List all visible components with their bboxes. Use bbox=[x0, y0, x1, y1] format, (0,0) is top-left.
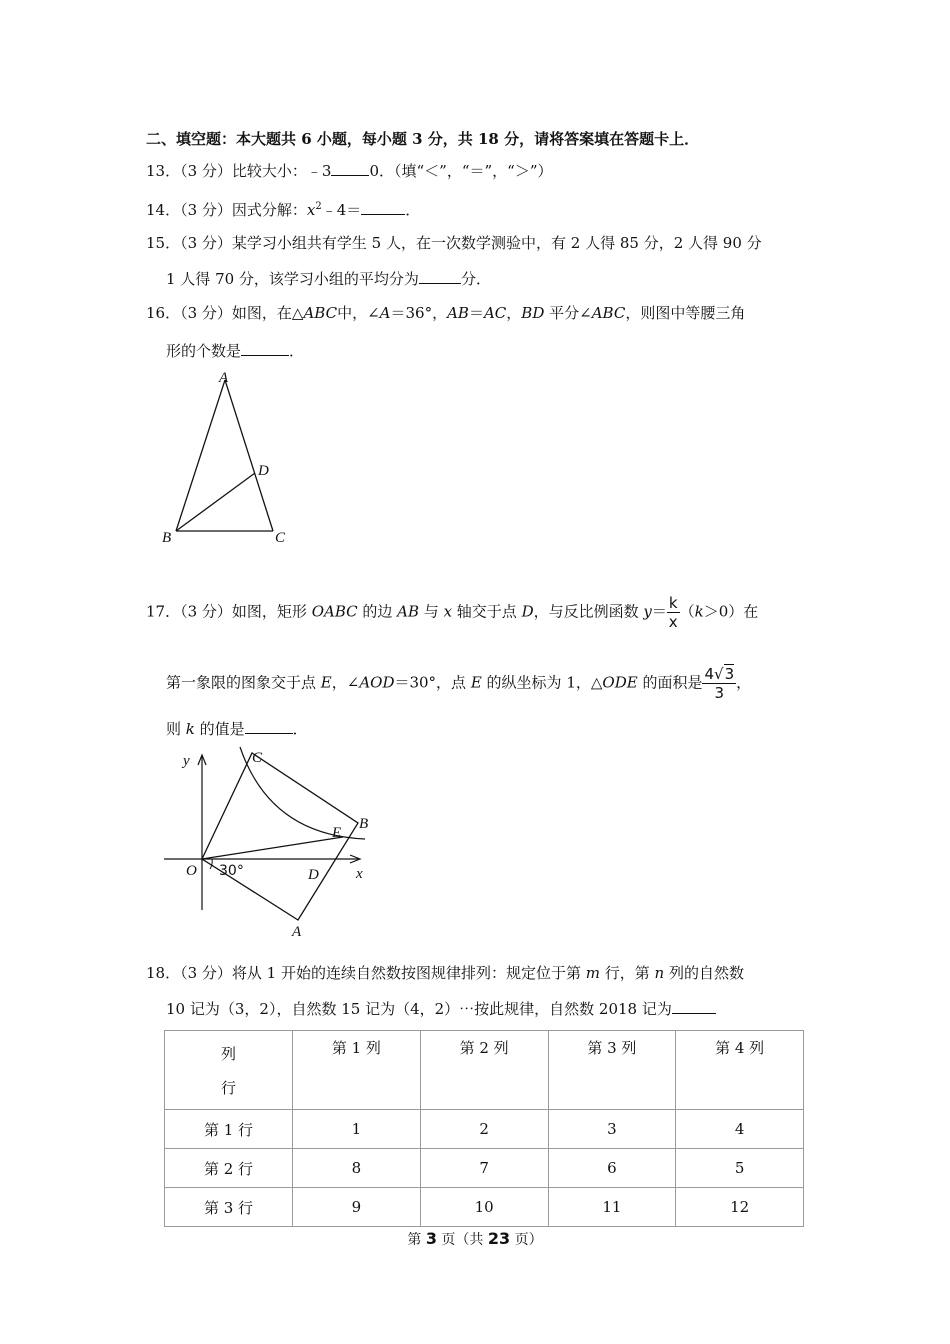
table-cell: 8 bbox=[293, 1149, 421, 1188]
vertex-label-b: B bbox=[162, 530, 172, 546]
table-cell: 9 bbox=[293, 1188, 421, 1227]
table-cell: 1 bbox=[293, 1110, 421, 1149]
corner-label-row: 行 bbox=[220, 1079, 236, 1097]
variable: D bbox=[521, 602, 534, 621]
table-row bbox=[165, 1110, 804, 1149]
question-18 bbox=[146, 962, 744, 984]
point-label-a: A bbox=[292, 924, 302, 940]
period: ． bbox=[289, 342, 305, 360]
question-text: 行，第 bbox=[600, 964, 655, 982]
period: ． bbox=[292, 720, 308, 738]
axis-label-x: x bbox=[356, 866, 363, 882]
fraction-numerator: 4√3 bbox=[704, 665, 735, 683]
fraction-area bbox=[702, 665, 736, 702]
variable: BD bbox=[521, 304, 545, 322]
question-14 bbox=[146, 196, 420, 221]
triangle-figure bbox=[150, 360, 310, 560]
variable: m bbox=[585, 964, 600, 982]
footer-text: 页） bbox=[510, 1232, 543, 1248]
variable: y bbox=[643, 602, 652, 621]
number-arrangement-table bbox=[164, 1030, 804, 1227]
table-header-row bbox=[165, 1031, 804, 1110]
question-text: 中，∠ bbox=[337, 304, 380, 322]
question-text: ＝30°，点 bbox=[394, 673, 471, 692]
question-number: 15． bbox=[146, 234, 181, 252]
question-text: ， bbox=[506, 304, 522, 322]
question-text: （3 分）如图，矩形 bbox=[180, 602, 312, 621]
angle-label: 30° bbox=[219, 863, 244, 879]
table-cell: 2 bbox=[420, 1110, 548, 1149]
question-text: ，与反比例函数 bbox=[533, 602, 644, 621]
question-number: 17． bbox=[146, 602, 181, 621]
variable: AOD bbox=[359, 673, 395, 692]
variable: E bbox=[470, 673, 482, 692]
question-text: 的纵坐标为 1，△ bbox=[481, 673, 603, 692]
exponent: 2 bbox=[315, 201, 322, 212]
question-text: ＝ bbox=[468, 304, 484, 322]
row-header: 第 1 行 bbox=[165, 1110, 293, 1149]
page-number: 3 bbox=[425, 1229, 437, 1248]
table-cell: 7 bbox=[420, 1149, 548, 1188]
point-label-o: O bbox=[186, 863, 197, 879]
row-header: 第 3 行 bbox=[165, 1188, 293, 1227]
corner-cell bbox=[165, 1031, 293, 1110]
question-text: （3 分）如图，在△ bbox=[180, 304, 304, 322]
answer-blank[interactable] bbox=[241, 340, 289, 356]
period: ． bbox=[405, 201, 421, 219]
question-text: ，∠ bbox=[331, 673, 360, 692]
variable: k bbox=[694, 602, 704, 621]
table-cell: 3 bbox=[548, 1110, 676, 1149]
question-text: 列的自然数 bbox=[664, 964, 744, 982]
variable: ABC bbox=[303, 304, 338, 322]
corner-label-column: 列 bbox=[220, 1045, 236, 1063]
question-text: 平分∠ bbox=[544, 304, 592, 322]
variable: A bbox=[379, 304, 391, 322]
point-label-b: B bbox=[359, 816, 369, 832]
answer-blank[interactable] bbox=[419, 268, 461, 284]
question-text: （3 分）因式分解： bbox=[180, 201, 307, 219]
question-text: 形的个数是 bbox=[166, 342, 242, 360]
fraction-denominator: 3 bbox=[714, 684, 725, 702]
footer-text: 页（共 bbox=[436, 1232, 488, 1248]
total-pages: 23 bbox=[487, 1229, 511, 1248]
column-header: 第 3 列 bbox=[548, 1031, 676, 1110]
question-text: ＞0）在 bbox=[703, 602, 759, 621]
question-text: （3 分）将从 1 开始的连续自然数按图规律排列：规定位于第 bbox=[180, 964, 586, 982]
question-number: 13． bbox=[146, 162, 181, 180]
vertex-label-d: D bbox=[258, 463, 269, 479]
variable: x bbox=[443, 602, 453, 621]
question-text: （ bbox=[679, 602, 695, 621]
vertex-label-a: A bbox=[219, 370, 229, 386]
table-cell: 12 bbox=[676, 1188, 804, 1227]
variable: x bbox=[306, 201, 316, 219]
row-header: 第 2 行 bbox=[165, 1149, 293, 1188]
variable: OABC bbox=[311, 602, 358, 621]
question-text: 的面积是 bbox=[637, 673, 703, 692]
question-16 bbox=[146, 302, 745, 324]
column-header: 第 2 列 bbox=[420, 1031, 548, 1110]
question-text: ，则图中等腰三角 bbox=[625, 304, 746, 322]
answer-blank[interactable] bbox=[672, 998, 716, 1014]
question-text: 则 bbox=[166, 720, 186, 738]
point-label-e: E bbox=[332, 825, 342, 841]
question-text: 分． bbox=[460, 270, 491, 288]
fraction-denominator: x bbox=[668, 613, 678, 631]
variable: ABC bbox=[591, 304, 626, 322]
variable: AB bbox=[397, 602, 420, 621]
question-number: 16． bbox=[146, 304, 181, 322]
section-title: 二、填空题：本大题共 6 小题，每小题 3 分，共 18 分，请将答案填在答题卡上． bbox=[146, 130, 700, 148]
question-text: 1 人得 70 分，该学习小组的平均分为 bbox=[166, 270, 419, 288]
table-cell: 5 bbox=[676, 1149, 804, 1188]
table-cell: 10 bbox=[420, 1188, 548, 1227]
answer-blank[interactable] bbox=[361, 199, 405, 215]
question-text: 0．（填“＜”，“＝”，“＞”） bbox=[369, 162, 553, 180]
question-13 bbox=[146, 160, 553, 182]
point-label-c: C bbox=[252, 750, 263, 766]
question-text: （3 分）比较大小：﹣3 bbox=[180, 162, 332, 180]
variable: ODE bbox=[602, 673, 638, 692]
table-cell: 11 bbox=[548, 1188, 676, 1227]
point-label-d: D bbox=[308, 867, 319, 883]
fraction-numerator: k bbox=[668, 594, 678, 612]
question-16-line2 bbox=[166, 340, 304, 362]
question-text: （3 分）某学习小组共有学生 5 人，在一次数学测验中，有 2 人得 85 分，2 人得 90 分 bbox=[180, 234, 762, 252]
table-cell: 4 bbox=[676, 1110, 804, 1149]
table-cell: 6 bbox=[548, 1149, 676, 1188]
answer-blank[interactable] bbox=[245, 718, 293, 734]
table-row bbox=[165, 1149, 804, 1188]
question-text: ＝36°， bbox=[390, 304, 448, 322]
variable: n bbox=[654, 964, 665, 982]
question-text: 10 记为（3，2），自然数 15 记为（4，2）⋯按此规律，自然数 2018 记为 bbox=[166, 1000, 672, 1018]
column-header: 第 1 列 bbox=[293, 1031, 421, 1110]
question-15-line2 bbox=[166, 268, 491, 290]
page-footer bbox=[0, 1229, 950, 1249]
column-header: 第 4 列 bbox=[676, 1031, 804, 1110]
variable: AB bbox=[447, 304, 469, 322]
question-text: ， bbox=[736, 673, 752, 692]
table-row bbox=[165, 1188, 804, 1227]
variable: E bbox=[320, 673, 332, 692]
radicand: 3 bbox=[724, 665, 735, 683]
question-text: ＝ bbox=[651, 602, 667, 621]
question-number: 18． bbox=[146, 964, 181, 982]
fraction-k-over-x bbox=[667, 594, 680, 631]
question-text: 的边 bbox=[357, 602, 398, 621]
question-text: 的值是 bbox=[194, 720, 245, 738]
coordinate-figure bbox=[160, 745, 380, 945]
axis-label-y: y bbox=[183, 753, 190, 769]
variable: k bbox=[185, 720, 195, 738]
question-17-line3 bbox=[166, 718, 308, 740]
question-15 bbox=[146, 232, 762, 254]
variable: AC bbox=[483, 304, 507, 322]
segment-oe bbox=[202, 837, 343, 859]
question-17-line2 bbox=[166, 665, 751, 702]
question-text: ﹣4＝ bbox=[321, 201, 362, 219]
vertex-label-c: C bbox=[275, 530, 286, 546]
question-number: 14． bbox=[146, 201, 181, 219]
question-17 bbox=[146, 594, 758, 631]
footer-text: 第 bbox=[407, 1232, 426, 1248]
question-text: 与 bbox=[419, 602, 444, 621]
question-18-line2 bbox=[166, 998, 716, 1020]
coefficient: 4 bbox=[704, 665, 715, 683]
answer-blank[interactable] bbox=[331, 160, 369, 176]
question-text: 轴交于点 bbox=[452, 602, 522, 621]
question-text: 第一象限的图象交于点 bbox=[166, 673, 321, 692]
